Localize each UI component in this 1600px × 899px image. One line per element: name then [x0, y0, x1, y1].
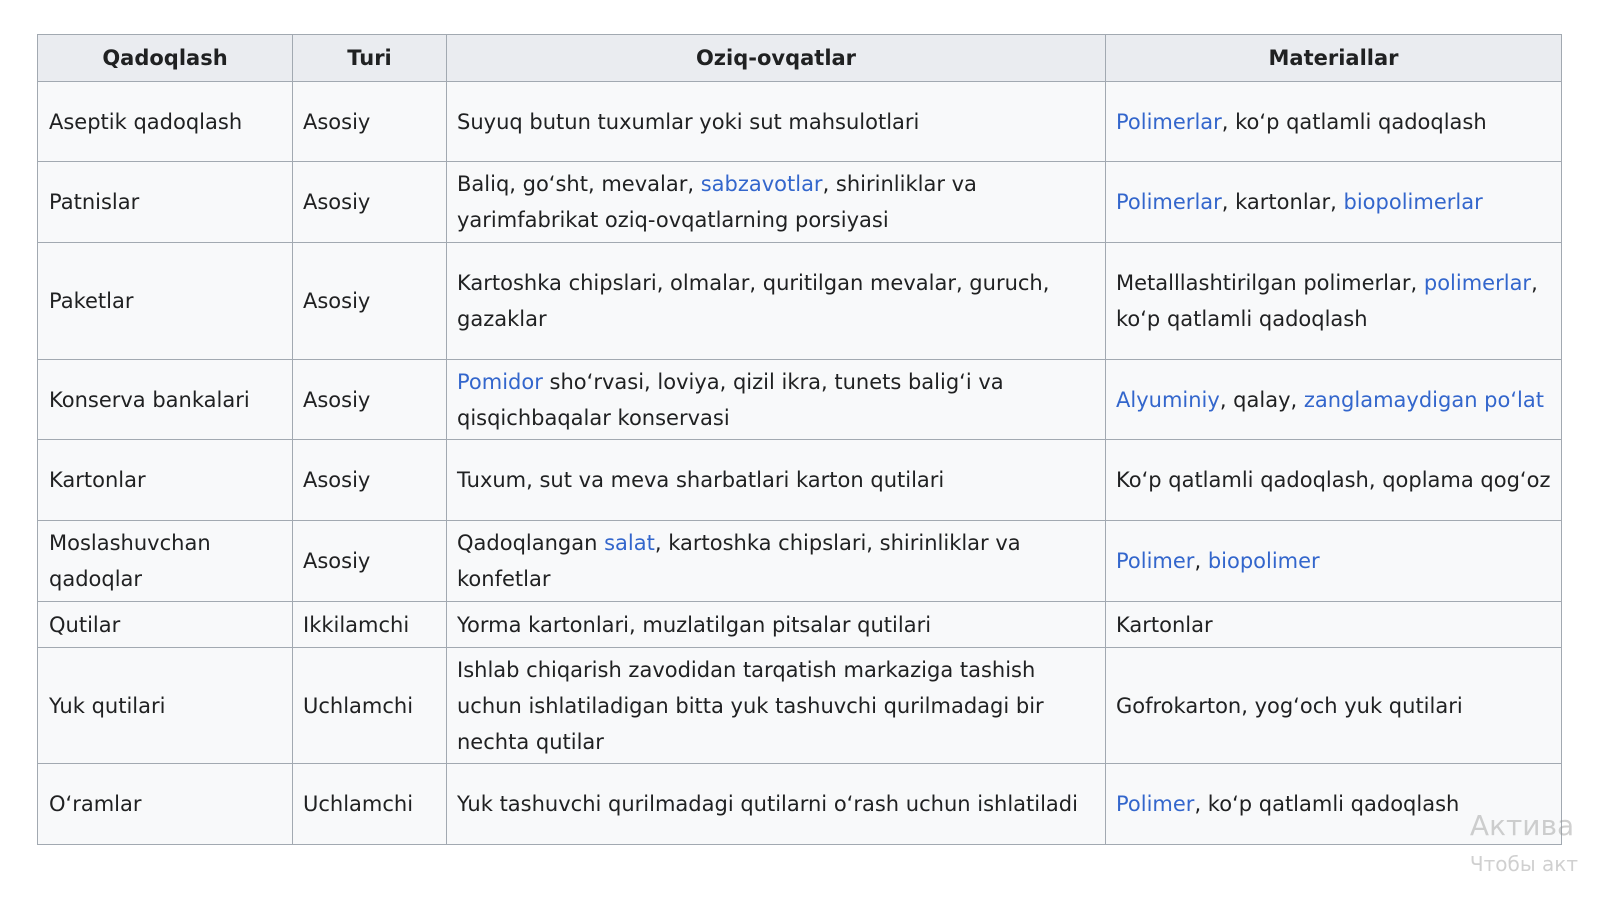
cell-type [293, 648, 447, 764]
cell-foods [447, 521, 1106, 602]
cell-text: Kartonlar [1116, 612, 1213, 637]
header-materials: Materiallar [1106, 35, 1562, 82]
header-packaging: Qadoqlash [38, 35, 293, 82]
table-row [38, 360, 1562, 440]
cell-materials [1106, 440, 1562, 521]
cell-text: , shirinliklar va yarimfabrikat oziq-ovqatlarning porsiyasi [457, 172, 977, 232]
cell-text: Asosiy [303, 109, 371, 134]
header-type: Turi [293, 35, 447, 82]
cell-text: , kartoshka chipslari, shirinliklar va konfetlar [457, 531, 1021, 591]
wiki-link[interactable]: biopolimer [1207, 549, 1320, 573]
wiki-link[interactable]: Polimer [1116, 549, 1195, 573]
cell-text: , [1194, 549, 1208, 573]
cell-text: Metalllashtirilgan polimerlar, [1116, 271, 1424, 295]
wiki-link[interactable]: polimerlar [1423, 271, 1532, 295]
cell-text: Ishlab chiqarish zavodidan tarqatish markaziga tashish uchun ishlatiladigan bitta yuk tashuvchi qurilmadagi bir nechta qutilar [457, 657, 1044, 754]
cell-packaging [38, 602, 293, 648]
cell-materials [1106, 360, 1562, 440]
cell-text: , ko‘p qatlamli qadoqlash [1194, 792, 1460, 816]
cell-text: Qutilar [49, 612, 121, 637]
cell-packaging [38, 521, 293, 602]
activation-watermark [1469, 809, 1578, 876]
wiki-link[interactable]: salat [604, 531, 655, 555]
table-row [38, 764, 1562, 845]
cell-materials [1106, 602, 1562, 648]
cell-packaging [38, 162, 293, 243]
wiki-link[interactable]: Polimerlar [1116, 190, 1222, 214]
header-foods: Oziq-ovqatlar [447, 35, 1106, 82]
cell-materials [1106, 648, 1562, 764]
cell-text: Kartoshka chipslari, olmalar, quritilgan mevalar, guruch, gazaklar [457, 271, 1050, 331]
cell-text: , ko‘p qatlamli qadoqlash [1221, 109, 1487, 134]
cell-materials [1106, 521, 1562, 602]
cell-foods [447, 440, 1106, 521]
cell-type [293, 440, 447, 521]
cell-text: Asosiy [303, 289, 371, 313]
table-row [38, 602, 1562, 648]
cell-text: Paketlar [49, 289, 134, 313]
cell-foods [447, 602, 1106, 648]
cell-text: Uchlamchi [303, 693, 414, 718]
cell-text: Ko‘p qatlamli qadoqlash, qoplama qog‘oz [1116, 468, 1551, 492]
cell-text: Konserva bankalari [49, 387, 250, 412]
cell-text: Asosiy [303, 190, 371, 214]
cell-text: Patnislar [49, 190, 140, 214]
packaging-table [37, 34, 1562, 845]
cell-packaging [38, 440, 293, 521]
cell-type [293, 764, 447, 845]
table-body [38, 82, 1562, 845]
wiki-link[interactable]: Pomidor [457, 369, 543, 394]
wiki-link[interactable]: sabzavotlar [700, 172, 823, 196]
cell-packaging [38, 764, 293, 845]
table-row [38, 243, 1562, 360]
cell-text: Kartonlar [49, 468, 146, 492]
cell-packaging [38, 360, 293, 440]
wiki-link[interactable]: Polimer [1116, 792, 1195, 816]
cell-text: Asosiy [303, 387, 371, 412]
cell-text: Tuxum, sut va meva sharbatlari karton qutilari [457, 468, 945, 492]
cell-foods [447, 243, 1106, 360]
wiki-link[interactable]: zanglamaydigan po‘lat [1303, 387, 1544, 412]
cell-packaging [38, 648, 293, 764]
cell-text: Gofrokarton, yog‘och yuk qutilari [1116, 693, 1463, 718]
cell-foods [447, 764, 1106, 845]
watermark-title: Актива [1469, 809, 1575, 842]
cell-text: Yorma kartonlari, muzlatilgan pitsalar qutilari [457, 612, 932, 637]
cell-materials [1106, 82, 1562, 162]
wiki-link[interactable]: biopolimerlar [1343, 190, 1483, 214]
header-row [38, 35, 1562, 82]
cell-type [293, 162, 447, 243]
cell-text: Asosiy [303, 468, 371, 492]
cell-text: Aseptik qadoqlash [49, 109, 243, 134]
cell-foods [447, 648, 1106, 764]
cell-type [293, 243, 447, 360]
watermark-subtitle: Чтобы акт [1469, 852, 1578, 876]
table-row [38, 648, 1562, 764]
cell-text: Moslashuvchan qadoqlar [49, 531, 211, 591]
cell-text: sho‘rvasi, loviya, qizil ikra, tunets balig‘i va qisqichbaqalar konservasi [457, 369, 1004, 430]
cell-materials [1106, 162, 1562, 243]
cell-foods [447, 82, 1106, 162]
table-row [38, 82, 1562, 162]
cell-materials [1106, 243, 1562, 360]
cell-text: , ko‘p qatlamli qadoqlash [1116, 271, 1538, 331]
cell-text: Asosiy [303, 549, 371, 573]
cell-text: Ikkilamchi [303, 612, 410, 637]
cell-text: Baliq, go‘sht, mevalar, [457, 172, 701, 196]
cell-text: Uchlamchi [303, 792, 414, 816]
wiki-link[interactable]: Polimerlar [1116, 109, 1222, 134]
cell-type [293, 521, 447, 602]
cell-packaging [38, 82, 293, 162]
table-row [38, 521, 1562, 602]
cell-type [293, 602, 447, 648]
cell-type [293, 82, 447, 162]
table-row [38, 440, 1562, 521]
cell-text: O‘ramlar [49, 792, 142, 816]
cell-foods [447, 360, 1106, 440]
cell-packaging [38, 243, 293, 360]
cell-type [293, 360, 447, 440]
cell-text: Yuk tashuvchi qurilmadagi qutilarni o‘rash uchun ishlatiladi [457, 792, 1078, 816]
cell-text: , kartonlar, [1221, 190, 1344, 214]
cell-text: , qalay, [1219, 387, 1304, 412]
cell-text: Yuk qutilari [49, 693, 166, 718]
cell-foods [447, 162, 1106, 243]
cell-text: Suyuq butun tuxumlar yoki sut mahsulotlari [457, 109, 920, 134]
table-row [38, 162, 1562, 243]
cell-text: Qadoqlangan [457, 531, 605, 555]
wiki-link[interactable]: Alyuminiy [1116, 387, 1220, 412]
